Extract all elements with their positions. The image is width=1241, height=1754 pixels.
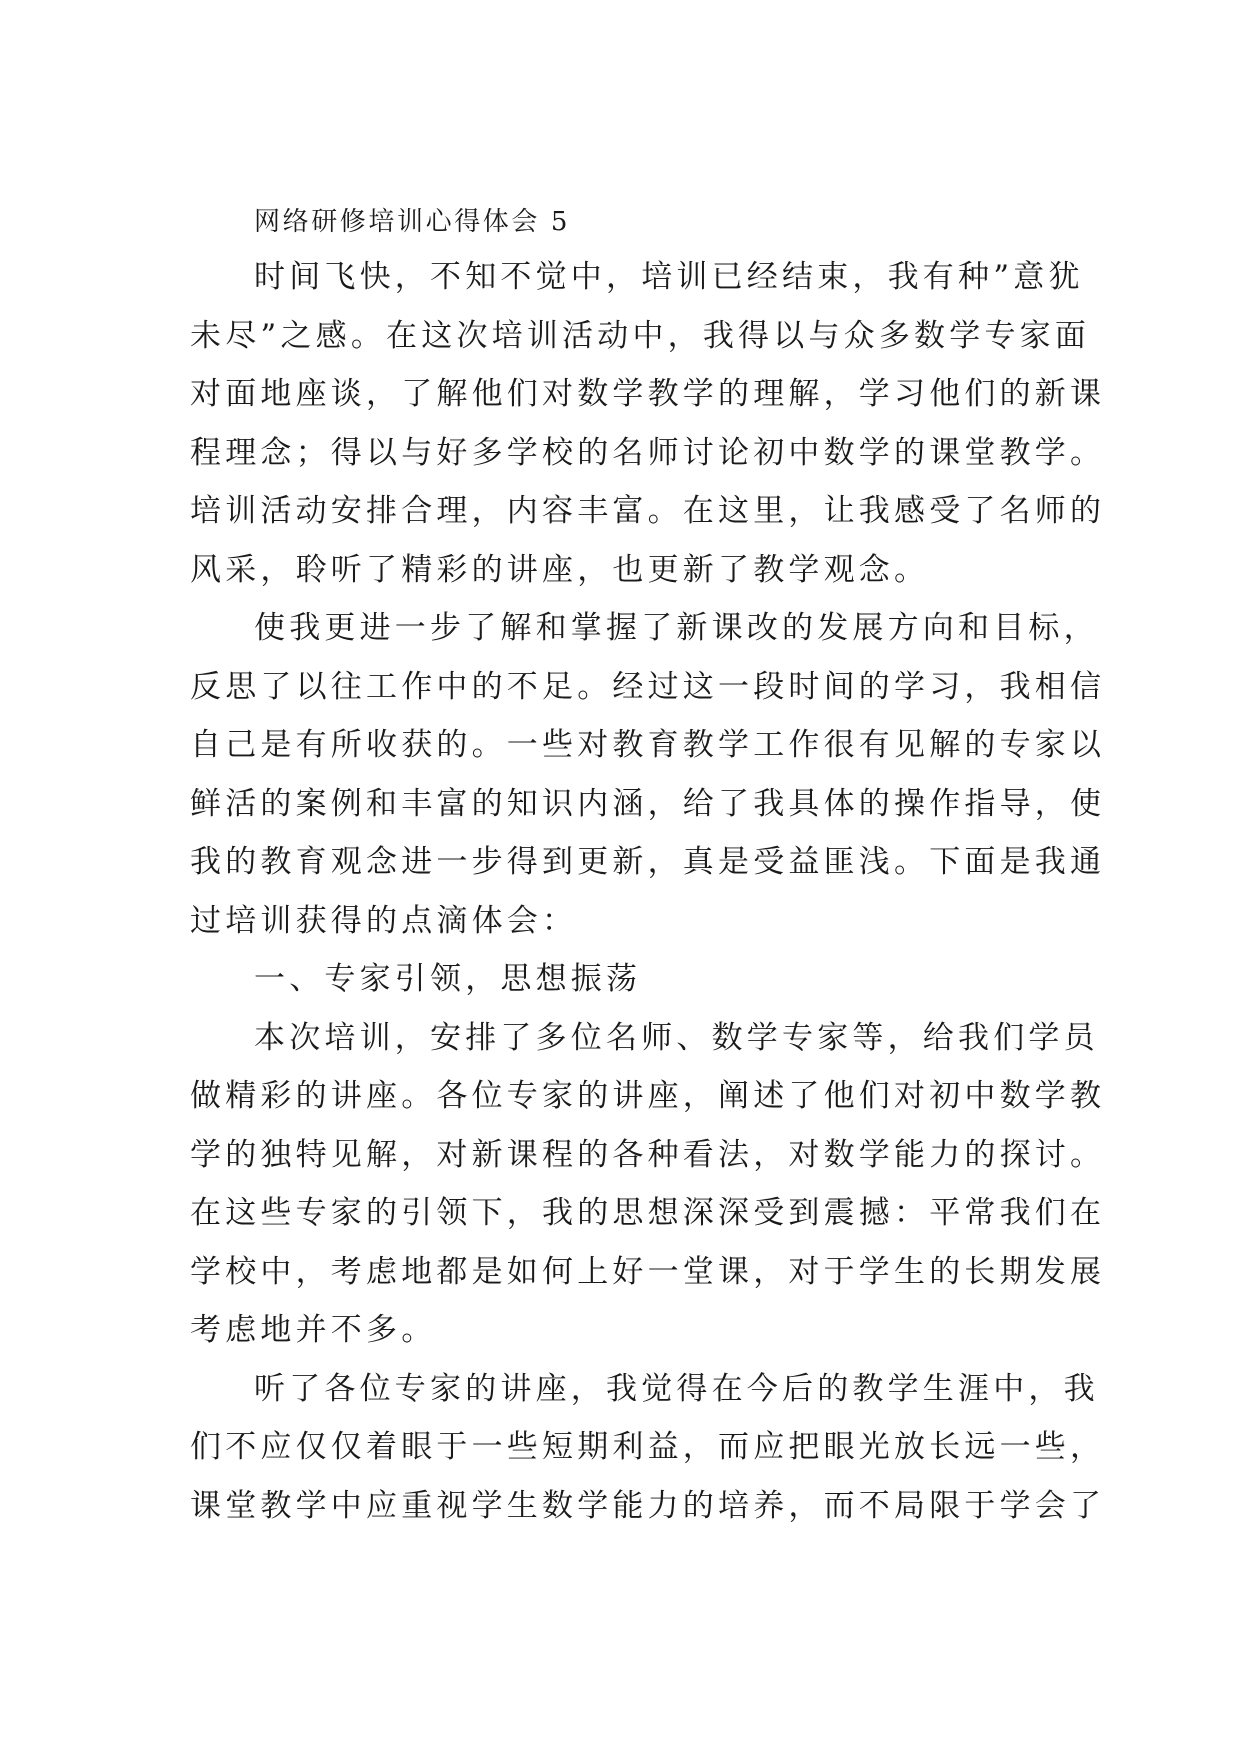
text-line: 学校中，考虑地都是如何上好一堂课，对于学生的长期发展 — [190, 1253, 1106, 1290]
text-line: 们不应仅仅着眼于一些短期利益，而应把眼光放长远一些， — [190, 1429, 1106, 1465]
text-line: 本次培训，安排了多位名师、数学专家等，给我们学员 — [254, 1019, 1099, 1056]
text-line: 对面地座谈，了解他们对数学教学的理解，学习他们的新课 — [190, 376, 1106, 412]
text-line: 做精彩的讲座。各位专家的讲座，阐述了他们对初中数学教 — [190, 1078, 1106, 1114]
text-line: 鲜活的案例和丰富的知识内涵，给了我具体的操作指导，使 — [190, 785, 1106, 822]
document-body — [190, 196, 1106, 1535]
paragraph — [190, 248, 1106, 599]
text-line: 使我更进一步了解和掌握了新课改的发展方向和目标， — [254, 610, 1099, 646]
text-line: 风采，聆听了精彩的讲座，也更新了教学观念。 — [190, 551, 930, 588]
text-line: 过培训获得的点滴体会： — [190, 902, 578, 939]
text-line: 学的独特见解，对新课程的各种看法，对数学能力的探讨。 — [190, 1136, 1106, 1173]
text-line: 自己是有所收获的。一些对教育教学工作很有见解的专家以 — [190, 727, 1106, 763]
paragraph — [190, 599, 1106, 950]
text-line: 听了各位专家的讲座，我觉得在今后的教学生涯中，我 — [254, 1370, 1099, 1407]
paragraph — [190, 1009, 1106, 1360]
text-line: 程理念；得以与好多学校的名师讨论初中数学的课堂教学。 — [190, 434, 1106, 471]
text-line: 考虑地并不多。 — [190, 1312, 437, 1348]
document-title: 网络研修培训心得体会 5 — [254, 207, 571, 237]
text-line: 时间飞快，不知不觉中，培训已经结束，我有种”意犹 — [254, 259, 1084, 295]
text-line: 反思了以往工作中的不足。经过这一段时间的学习，我相信 — [190, 668, 1106, 705]
text-line: 课堂教学中应重视学生数学能力的培养，而不局限于学会了 — [190, 1487, 1106, 1524]
text-line: 在这些专家的引领下，我的思想深深受到震撼：平常我们在 — [190, 1195, 1106, 1231]
text-line: 培训活动安排合理，内容丰富。在这里，让我感受了名师的 — [190, 493, 1106, 529]
text-line: 未尽”之感。在这次培训活动中，我得以与众多数学专家面 — [190, 317, 1091, 354]
section-heading-text: 一、专家引领，思想振荡 — [254, 961, 642, 997]
section-heading — [190, 950, 1050, 1009]
text-line: 我的教育观念进一步得到更新，真是受益匪浅。下面是我通 — [190, 844, 1106, 880]
paragraph — [190, 1360, 1106, 1536]
